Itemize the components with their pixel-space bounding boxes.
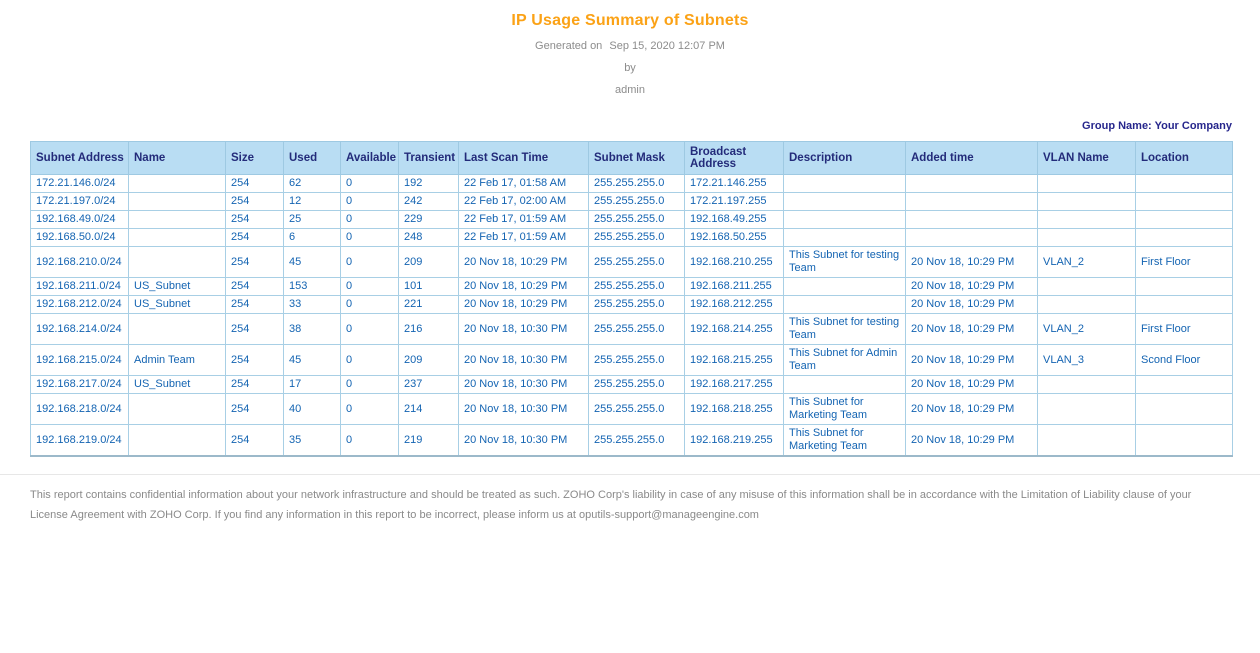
table-cell: 255.255.255.0 bbox=[589, 376, 685, 394]
table-cell: 229 bbox=[399, 211, 459, 229]
table-row bbox=[31, 229, 1233, 247]
table-cell: 0 bbox=[341, 345, 399, 376]
table-cell: VLAN_3 bbox=[1038, 345, 1136, 376]
table-row bbox=[31, 425, 1233, 457]
table-cell: 255.255.255.0 bbox=[589, 314, 685, 345]
table-cell: 33 bbox=[284, 296, 341, 314]
table-cell: 35 bbox=[284, 425, 341, 457]
table-row bbox=[31, 211, 1233, 229]
table-cell: 45 bbox=[284, 345, 341, 376]
table-cell: 221 bbox=[399, 296, 459, 314]
table-cell bbox=[784, 229, 906, 247]
table-cell: 12 bbox=[284, 193, 341, 211]
table-cell: 209 bbox=[399, 247, 459, 278]
table-cell: 62 bbox=[284, 175, 341, 193]
table-cell: 0 bbox=[341, 211, 399, 229]
table-cell bbox=[906, 175, 1038, 193]
table-cell: 192.168.214.255 bbox=[685, 314, 784, 345]
column-header-available: Available bbox=[341, 142, 399, 175]
table-cell: 254 bbox=[226, 175, 284, 193]
column-header-name: Name bbox=[129, 142, 226, 175]
table-cell: This Subnet for testing Team bbox=[784, 247, 906, 278]
table-cell bbox=[1136, 376, 1233, 394]
table-cell: 254 bbox=[226, 211, 284, 229]
generated-on-line bbox=[0, 40, 1260, 52]
confidentiality-disclaimer: This report contains confidential information about your network infrastructure and should be treated as such. ZOHO Corp's liability in case of any misuse of this information shall be in accordance with the Limitation of Liability clause of your License Agreement with ZOHO Corp. If you find any information in this report to be incorrect, please inform us at oputils-support@manageengine.com bbox=[30, 489, 1192, 521]
table-cell: 101 bbox=[399, 278, 459, 296]
table-cell: This Subnet for Marketing Team bbox=[784, 425, 906, 457]
table-cell bbox=[906, 193, 1038, 211]
table-cell: Admin Team bbox=[129, 345, 226, 376]
table-cell: 192.168.211.0/24 bbox=[31, 278, 129, 296]
table-cell bbox=[129, 175, 226, 193]
table-cell: 0 bbox=[341, 394, 399, 425]
table-cell: 248 bbox=[399, 229, 459, 247]
column-header-broadcast-address: Broadcast Address bbox=[685, 142, 784, 175]
table-cell bbox=[784, 193, 906, 211]
table-cell: 0 bbox=[341, 278, 399, 296]
table-cell bbox=[906, 229, 1038, 247]
column-header-used: Used bbox=[284, 142, 341, 175]
table-cell: 20 Nov 18, 10:29 PM bbox=[906, 394, 1038, 425]
table-cell: 254 bbox=[226, 278, 284, 296]
table-cell: 192.168.217.255 bbox=[685, 376, 784, 394]
table-cell: 192.168.49.255 bbox=[685, 211, 784, 229]
table-cell: 20 Nov 18, 10:29 PM bbox=[906, 425, 1038, 457]
table-cell: 255.255.255.0 bbox=[589, 175, 685, 193]
table-cell: 192.168.215.255 bbox=[685, 345, 784, 376]
table-cell: 38 bbox=[284, 314, 341, 345]
table-cell bbox=[129, 314, 226, 345]
table-cell: 254 bbox=[226, 376, 284, 394]
table-cell: 192.168.217.0/24 bbox=[31, 376, 129, 394]
table-cell: 172.21.197.255 bbox=[685, 193, 784, 211]
table-cell: 20 Nov 18, 10:29 PM bbox=[906, 345, 1038, 376]
table-cell: 255.255.255.0 bbox=[589, 247, 685, 278]
table-cell bbox=[1136, 278, 1233, 296]
table-cell: 255.255.255.0 bbox=[589, 425, 685, 457]
table-cell: 192.168.210.0/24 bbox=[31, 247, 129, 278]
table-cell: 255.255.255.0 bbox=[589, 345, 685, 376]
table-cell bbox=[784, 296, 906, 314]
table-cell: 20 Nov 18, 10:29 PM bbox=[459, 247, 589, 278]
table-cell: 254 bbox=[226, 425, 284, 457]
table-cell bbox=[1136, 394, 1233, 425]
table-cell: 192.168.219.255 bbox=[685, 425, 784, 457]
table-cell: 0 bbox=[341, 229, 399, 247]
table-cell: 17 bbox=[284, 376, 341, 394]
table-cell bbox=[1038, 296, 1136, 314]
table-body bbox=[31, 175, 1233, 457]
table-row bbox=[31, 175, 1233, 193]
table-cell: 0 bbox=[341, 175, 399, 193]
column-header-subnet-mask: Subnet Mask bbox=[589, 142, 685, 175]
table-cell: 192.168.50.255 bbox=[685, 229, 784, 247]
table-cell: 192.168.215.0/24 bbox=[31, 345, 129, 376]
report-title: IP Usage Summary of Subnets bbox=[511, 12, 749, 29]
table-cell: 0 bbox=[341, 296, 399, 314]
table-cell bbox=[1136, 425, 1233, 457]
table-cell: VLAN_2 bbox=[1038, 247, 1136, 278]
group-name: Group Name: Your Company bbox=[1082, 120, 1232, 132]
table-cell: 22 Feb 17, 01:58 AM bbox=[459, 175, 589, 193]
table-row bbox=[31, 247, 1233, 278]
table-cell bbox=[1136, 211, 1233, 229]
table-cell: 192.168.50.0/24 bbox=[31, 229, 129, 247]
table-cell bbox=[1038, 376, 1136, 394]
table-cell: US_Subnet bbox=[129, 376, 226, 394]
table-cell bbox=[129, 425, 226, 457]
column-header-last-scan-time: Last Scan Time bbox=[459, 142, 589, 175]
table-cell bbox=[1038, 425, 1136, 457]
table-cell bbox=[1038, 211, 1136, 229]
table-cell: 20 Nov 18, 10:29 PM bbox=[906, 278, 1038, 296]
table-row bbox=[31, 278, 1233, 296]
table-cell bbox=[1136, 296, 1233, 314]
table-cell: 0 bbox=[341, 193, 399, 211]
table-cell bbox=[1136, 175, 1233, 193]
table-cell: This Subnet for Marketing Team bbox=[784, 394, 906, 425]
report-footer bbox=[0, 474, 1260, 525]
table-row bbox=[31, 376, 1233, 394]
table-cell bbox=[1136, 229, 1233, 247]
table-cell bbox=[1038, 175, 1136, 193]
table-header bbox=[31, 142, 1233, 175]
report-header bbox=[0, 0, 1260, 96]
table-cell bbox=[129, 193, 226, 211]
column-header-description: Description bbox=[784, 142, 906, 175]
table-cell: 172.21.197.0/24 bbox=[31, 193, 129, 211]
table-row bbox=[31, 345, 1233, 376]
table-cell: 254 bbox=[226, 229, 284, 247]
table-row bbox=[31, 296, 1233, 314]
table-cell: 0 bbox=[341, 247, 399, 278]
table-cell: 22 Feb 17, 01:59 AM bbox=[459, 229, 589, 247]
table-cell: First Floor bbox=[1136, 247, 1233, 278]
table-cell bbox=[1038, 394, 1136, 425]
table-cell: 0 bbox=[341, 425, 399, 457]
table-cell: 22 Feb 17, 02:00 AM bbox=[459, 193, 589, 211]
table-cell: 45 bbox=[284, 247, 341, 278]
table-cell: 255.255.255.0 bbox=[589, 193, 685, 211]
table-cell: 254 bbox=[226, 345, 284, 376]
table-cell: 22 Feb 17, 01:59 AM bbox=[459, 211, 589, 229]
table-cell: VLAN_2 bbox=[1038, 314, 1136, 345]
table-cell bbox=[784, 175, 906, 193]
table-cell: 216 bbox=[399, 314, 459, 345]
generated-on-label: Generated on bbox=[535, 40, 603, 52]
table-cell: 192.168.211.255 bbox=[685, 278, 784, 296]
table-cell bbox=[784, 376, 906, 394]
table-cell: US_Subnet bbox=[129, 278, 226, 296]
table-cell: 153 bbox=[284, 278, 341, 296]
table-cell bbox=[1038, 229, 1136, 247]
table-cell: 254 bbox=[226, 247, 284, 278]
table-cell: 40 bbox=[284, 394, 341, 425]
table-cell: 172.21.146.0/24 bbox=[31, 175, 129, 193]
table-cell: 254 bbox=[226, 296, 284, 314]
table-cell: 20 Nov 18, 10:30 PM bbox=[459, 394, 589, 425]
table-cell: 255.255.255.0 bbox=[589, 211, 685, 229]
table-cell: 192.168.210.255 bbox=[685, 247, 784, 278]
table-cell: 192.168.212.255 bbox=[685, 296, 784, 314]
table-cell bbox=[129, 394, 226, 425]
column-header-vlan-name: VLAN Name bbox=[1038, 142, 1136, 175]
table-cell bbox=[1136, 193, 1233, 211]
table-row bbox=[31, 394, 1233, 425]
column-header-transient: Transient bbox=[399, 142, 459, 175]
table-cell: 20 Nov 18, 10:29 PM bbox=[906, 376, 1038, 394]
table-cell bbox=[129, 229, 226, 247]
column-header-size: Size bbox=[226, 142, 284, 175]
table-cell: US_Subnet bbox=[129, 296, 226, 314]
table-cell bbox=[784, 211, 906, 229]
column-header-added-time: Added time bbox=[906, 142, 1038, 175]
table-cell: 0 bbox=[341, 376, 399, 394]
table-cell: 192.168.49.0/24 bbox=[31, 211, 129, 229]
table-cell: 6 bbox=[284, 229, 341, 247]
table-row bbox=[31, 314, 1233, 345]
table-cell: 192.168.214.0/24 bbox=[31, 314, 129, 345]
table-cell: 254 bbox=[226, 394, 284, 425]
table-cell: 255.255.255.0 bbox=[589, 394, 685, 425]
table-cell: 20 Nov 18, 10:29 PM bbox=[906, 296, 1038, 314]
table-row bbox=[31, 193, 1233, 211]
table-cell: 192 bbox=[399, 175, 459, 193]
column-header-subnet-address: Subnet Address bbox=[31, 142, 129, 175]
table-cell: 20 Nov 18, 10:29 PM bbox=[459, 296, 589, 314]
table-cell: 209 bbox=[399, 345, 459, 376]
table-cell: 255.255.255.0 bbox=[589, 229, 685, 247]
table-cell: 255.255.255.0 bbox=[589, 278, 685, 296]
table-cell bbox=[784, 278, 906, 296]
table-cell: Scond Floor bbox=[1136, 345, 1233, 376]
generated-by-user: admin bbox=[615, 84, 645, 96]
table-cell: 192.168.219.0/24 bbox=[31, 425, 129, 457]
by-label: by bbox=[624, 62, 636, 74]
table-cell bbox=[129, 247, 226, 278]
table-cell bbox=[906, 211, 1038, 229]
table-cell: 20 Nov 18, 10:29 PM bbox=[906, 314, 1038, 345]
column-header-location: Location bbox=[1136, 142, 1233, 175]
table-cell: 255.255.255.0 bbox=[589, 296, 685, 314]
table-cell: 254 bbox=[226, 314, 284, 345]
table-cell: 20 Nov 18, 10:30 PM bbox=[459, 425, 589, 457]
table-cell: This Subnet for testing Team bbox=[784, 314, 906, 345]
table-cell: 0 bbox=[341, 314, 399, 345]
generated-on-value: Sep 15, 2020 12:07 PM bbox=[609, 40, 725, 52]
table-cell: 242 bbox=[399, 193, 459, 211]
table-cell: 192.168.218.255 bbox=[685, 394, 784, 425]
table-cell: 25 bbox=[284, 211, 341, 229]
table-cell: First Floor bbox=[1136, 314, 1233, 345]
table-cell: This Subnet for Admin Team bbox=[784, 345, 906, 376]
table-cell bbox=[1038, 278, 1136, 296]
table-cell: 254 bbox=[226, 193, 284, 211]
table-cell: 20 Nov 18, 10:29 PM bbox=[906, 247, 1038, 278]
table-cell: 214 bbox=[399, 394, 459, 425]
table-cell: 192.168.218.0/24 bbox=[31, 394, 129, 425]
table-cell: 172.21.146.255 bbox=[685, 175, 784, 193]
table-cell: 237 bbox=[399, 376, 459, 394]
subnet-usage-table bbox=[30, 141, 1233, 457]
table-cell bbox=[1038, 193, 1136, 211]
table-cell: 20 Nov 18, 10:29 PM bbox=[459, 278, 589, 296]
table-cell: 20 Nov 18, 10:30 PM bbox=[459, 314, 589, 345]
table-cell: 20 Nov 18, 10:30 PM bbox=[459, 345, 589, 376]
table-cell bbox=[129, 211, 226, 229]
table-cell: 20 Nov 18, 10:30 PM bbox=[459, 376, 589, 394]
table-cell: 219 bbox=[399, 425, 459, 457]
table-header-row bbox=[31, 142, 1233, 175]
table-cell: 192.168.212.0/24 bbox=[31, 296, 129, 314]
